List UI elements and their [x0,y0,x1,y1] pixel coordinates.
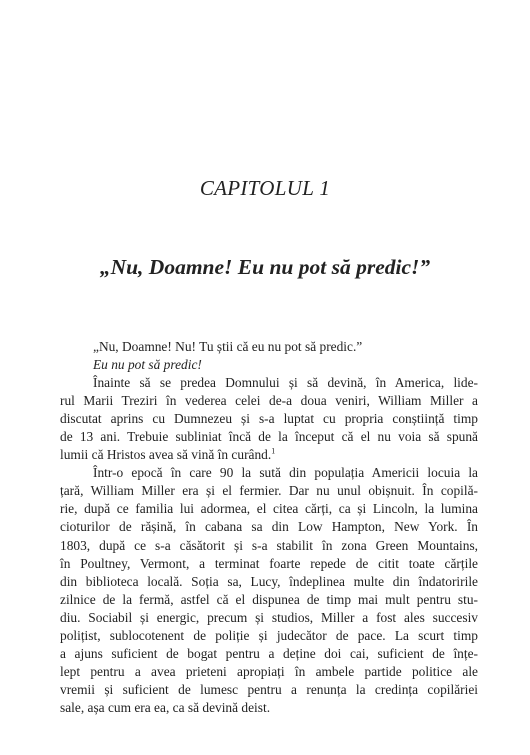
text-line-italic: Eu nu pot să predic! [93,357,202,373]
text-line: discutat aprins cu Dumnezeu și s-a luptat cu propria conștiință timp [60,411,478,427]
text-line: de 13 ani. Trebuie subliniat încă de la început că el nu voia să spună [60,429,478,445]
text-line: din biblioteca locală. Soția sa, Lucy, îndeplinea multe din îndatoririle [60,573,478,589]
text-line: a ajuns suficient de bogat pentru a deține doi cai, suficient de înțe- [60,645,478,661]
text-line: diu. Sociabil și energic, precum și studios, Miller a fost ales succesiv [60,609,478,625]
text-line: țară, William Miller era și el fermier. Dar nu unul obișnuit. În copilă- [60,483,478,499]
text-line: cioturilor de rășină, în cabana sa din Low Hampton, New York. În [60,519,478,535]
text-line-last: sale, așa cum era ea, ca să devină deist. [60,699,271,715]
footnote-marker: 1 [271,446,276,456]
text-line: lept pentru a avea prieteni apropiați în ambele partide politice ale [60,663,478,679]
chapter-label: CAPITOLUL 1 [199,176,331,200]
text-line-last [60,446,478,464]
text-line-content: lumii că Hristos avea să vină în curând. [60,447,272,463]
text-line: rie, după ce familia lui adormea, el citea cărți, ca și Lincoln, la lumina [60,501,478,517]
text-line: vremii și suficient de lumesc pentru a renunța la credința copilăriei [60,681,478,697]
text-line: Înainte să se predea Domnului și să devină, în America, lide- [93,375,478,391]
chapter-title: „Nu, Doamne! Eu nu pot să predic!” [99,255,431,279]
text-line: rul Marii Treziri în vederea celei de-a doua veniri, William Miller a [60,393,478,409]
text-line: zilnice de la fermă, astfel că el dispunea de timp mai mult pentru stu- [60,591,478,607]
text-line: în Poultney, Vermont, a terminat foarte repede de citit toate cărțile [60,555,478,571]
text-line: Într-o epocă în care 90 la sută din populația Americii locuia la [93,465,478,481]
text-line-quote: „Nu, Doamne! Nu! Tu știi că eu nu pot să predic.” [93,339,363,354]
body-text [60,338,478,717]
text-line: polițist, sublocotenent de poliție și judecător de pace. La scurt timp [60,627,478,643]
text-line: 1803, după ce s-a căsătorit și s-a stabilit în zona Green Mountains, [60,537,478,553]
